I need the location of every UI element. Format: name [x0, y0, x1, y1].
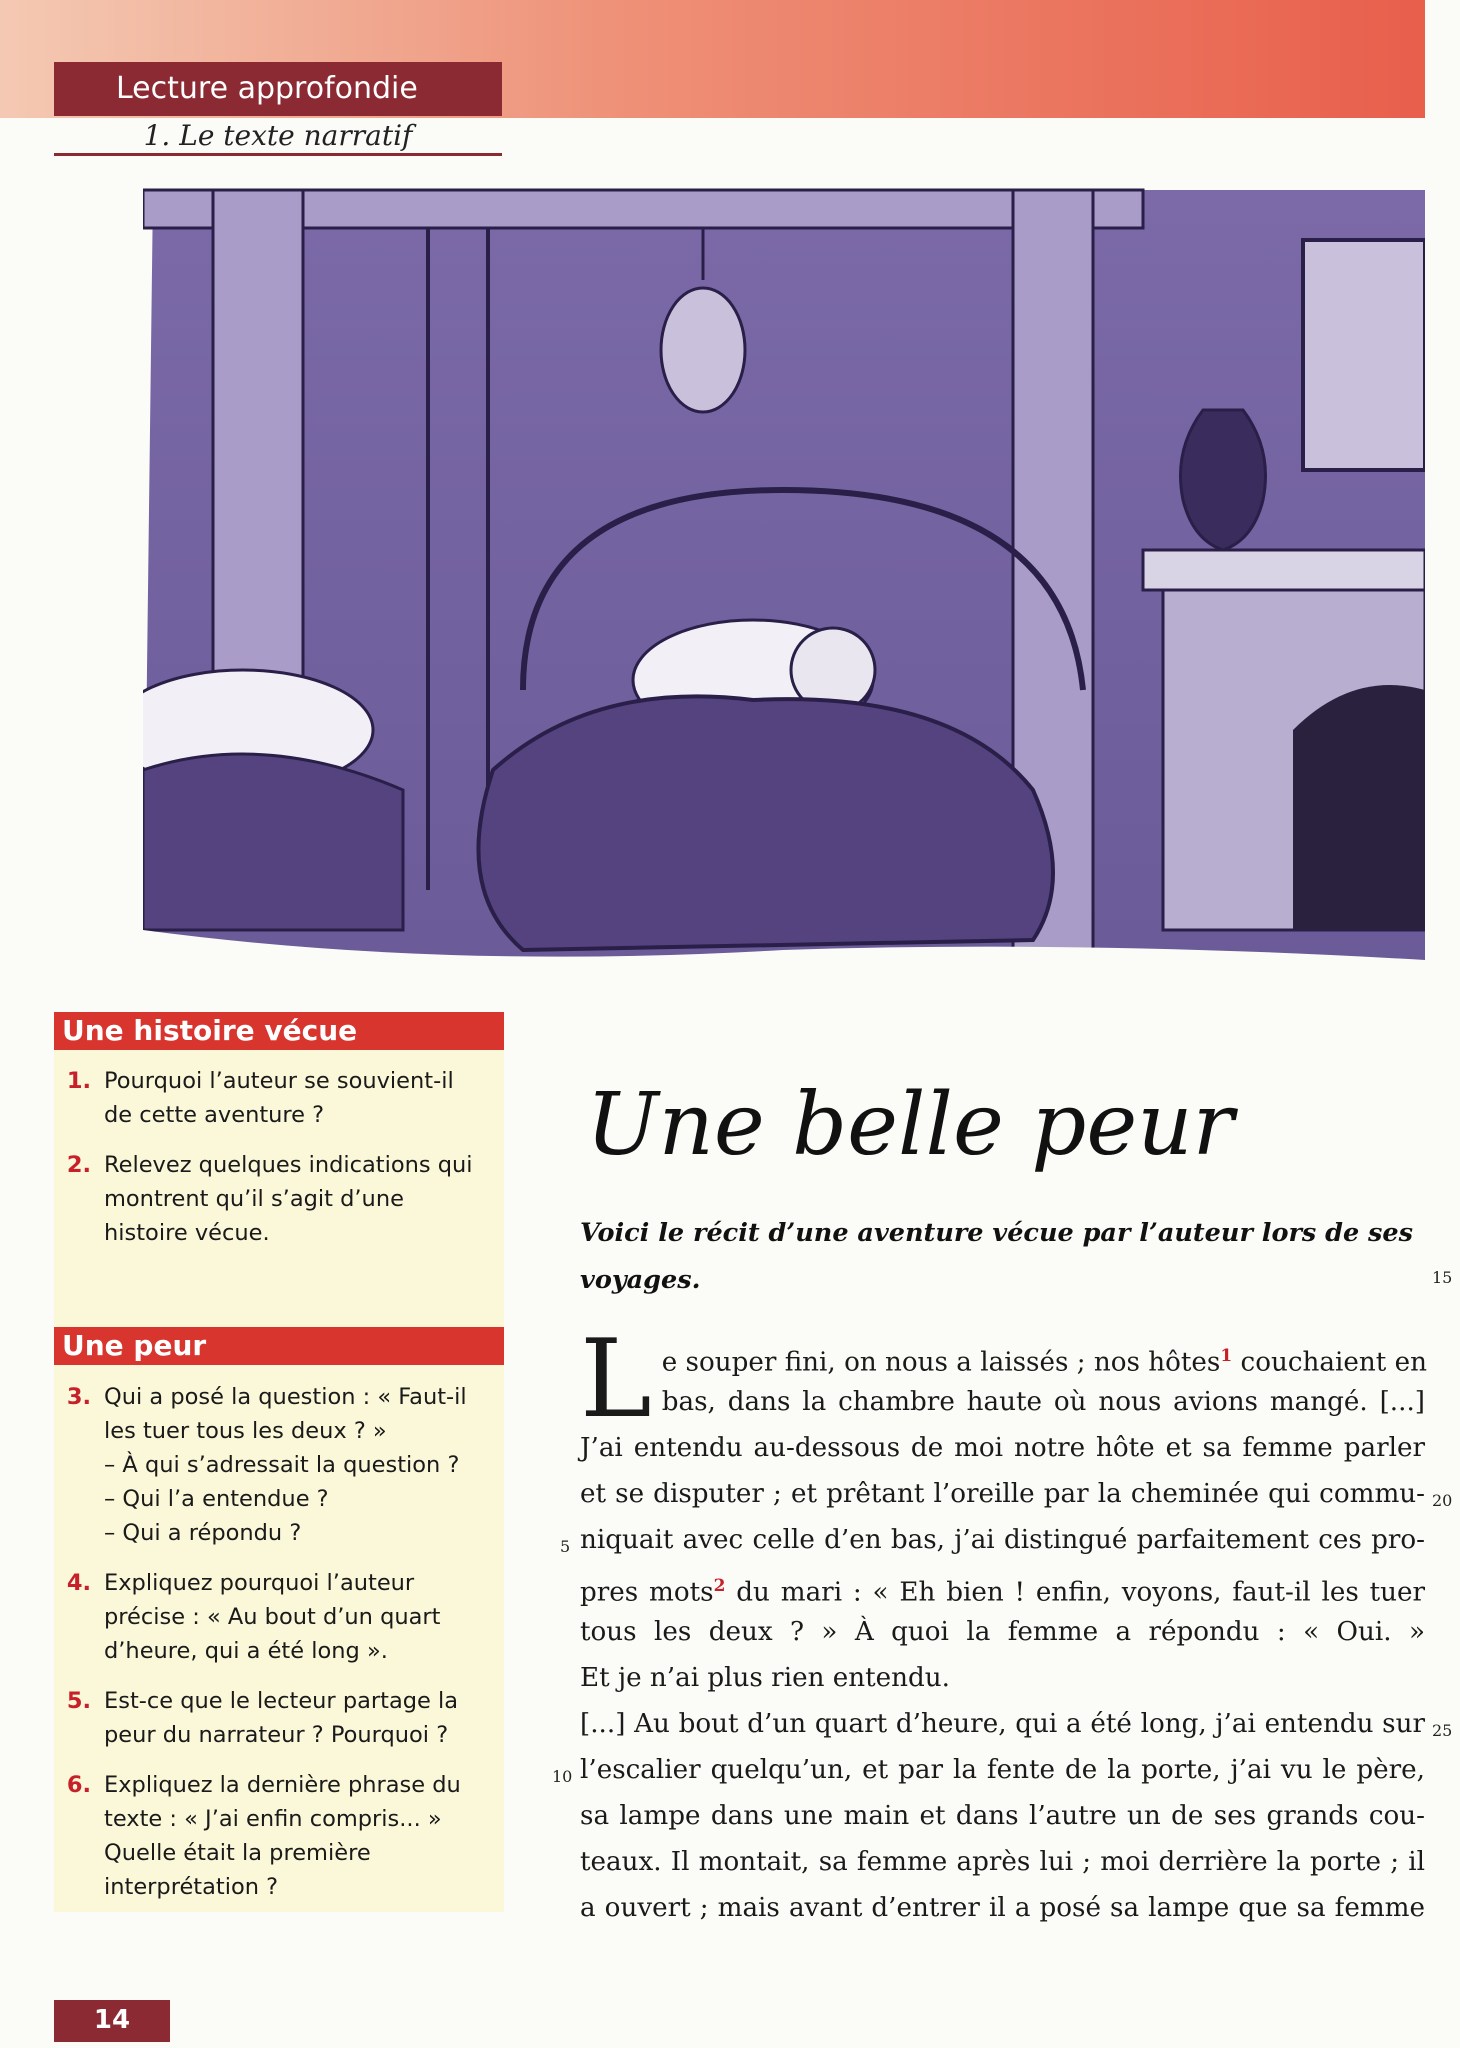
line-number-15: 15	[1432, 1268, 1453, 1287]
line-number-25: 25	[1432, 1721, 1453, 1740]
footnote-1: 1	[1220, 1346, 1233, 1366]
footnote-2: 2	[713, 1576, 726, 1596]
question-4: 4. Expliquez pourquoi l’auteur précise : « Au bout d’un quart d’heure, qui a été long ».	[66, 1570, 441, 1664]
story-title: Une belle peur	[586, 1075, 1234, 1175]
dropcap: L	[580, 1317, 652, 1442]
bedroom-illustration	[143, 170, 1425, 1050]
question-6: 6. Expliquez la dernière phrase du texte : « J’ai enfin compris... » Quelle était la première interprétation ?	[66, 1772, 461, 1900]
line-number-5: 5	[560, 1537, 571, 1556]
subsection-title: 1. Le texte narratif	[54, 118, 502, 156]
line-number-20: 20	[1432, 1491, 1453, 1510]
question-1: 1. Pourquoi l’auteur se souvient-il de cette aventure ?	[66, 1068, 454, 1128]
story-intro: Voici le récit d’une aventure vécue par l’auteur lors de ses voyages.	[580, 1218, 1413, 1295]
question-5: 5. Est-ce que le lecteur partage la peur du narrateur ? Pourquoi ?	[66, 1688, 459, 1748]
questions-heading-1: Une histoire vécue	[54, 1012, 504, 1050]
line-number-10: 10	[552, 1767, 573, 1786]
page-number: 14	[54, 2000, 170, 2042]
question-3: 3. Qui a posé la question : « Faut-il les tuer tous les deux ? » – À qui s’adressait la question ? – Qui l’a entendue ? – Qui a répondu ?	[66, 1384, 467, 1546]
question-2: 2. Relevez quelques indications qui montrent qu’il s’agit d’une histoire vécue.	[66, 1152, 473, 1246]
story-text: L e souper fini, on nous a laissés ; nos hôtes$^1$ couchaient en bas, dans la chambre haute où nous avions mangé. [...] J’ai entendu au-dessous de moi notre hôte et sa femme parler et se disputer ; et prêtant l’oreille par la cheminée qui commu- niquait avec celle d’en bas, j’ai distingué parfaitement ces pro- pres mots$^2$ du mari : « Eh bien ! enfin, voyons, faut-il les tuer tous les deux ? » À quoi la femme a répondu : « Oui. » Et je n’ai plus rien entendu. [...] Au bout d’un quart d’heure, qui a été long, j’ai entendu sur l’escalier quelqu’un, et par la fente de la porte, j’ai vu le père, sa lampe dans une main et dans l’autre un de ses grands cou- teaux. Il montait, sa femme après lui ; moi derrière la porte ; il a ouvert ; mais avant d’entrer il a posé sa lampe que sa femme	[580, 1317, 1427, 1923]
questions-heading-2: Une peur	[54, 1327, 504, 1365]
section-label: Lecture approfondie	[54, 62, 502, 116]
